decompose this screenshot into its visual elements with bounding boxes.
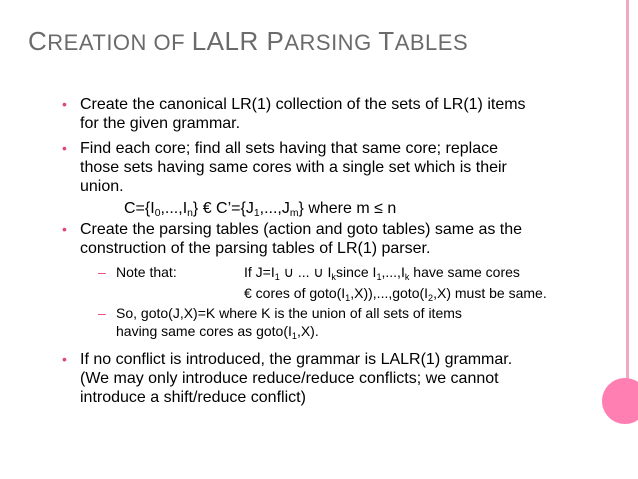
bullet-2-line-2: those sets having same cores with a single set which is their bbox=[80, 159, 507, 176]
bullet-2-line-1: Find each core; find all sets having that same core; replace bbox=[80, 140, 498, 157]
bullet-1-line-1: Create the canonical LR(1) collection of the sets of LR(1) items bbox=[80, 96, 526, 113]
sub-1-label: Note that: bbox=[116, 264, 177, 280]
accent-circle bbox=[602, 378, 638, 424]
bullet-4-line-2: (We may only introduce reduce/reduce conflicts; we cannot bbox=[80, 370, 499, 387]
dash-icon: – bbox=[98, 264, 106, 280]
bullet-icon: • bbox=[62, 140, 67, 156]
accent-line bbox=[626, 0, 629, 380]
bullet-2-line-3: union. bbox=[80, 178, 124, 195]
slide-title: CREATION OF LALR PARSING TABLES bbox=[28, 26, 469, 56]
bullet-4-line-1: If no conflict is introduced, the grammar is LALR(1) grammar. bbox=[80, 351, 513, 368]
bullet-4-line-3: introduce a shift/reduce conflict) bbox=[80, 389, 306, 406]
sub-2-line-1: So, goto(J,X)=K where K is the union of all sets of items bbox=[116, 305, 462, 321]
sub-1-line-2: € cores of $goto(I_1,X)),...,goto(I_2,X)$ must be same. bbox=[244, 285, 547, 303]
sub-1-line-1: If $J=I_1$ ∪ ... ∪ $I_ksince$ $I_1,...,I_k$ have same cores bbox=[244, 264, 520, 282]
bullet-1-line-2: for the given grammar. bbox=[80, 115, 241, 132]
bullet-3-line-2: construction of the parsing tables of LR(1) parser. bbox=[80, 240, 431, 257]
bullet-icon: • bbox=[62, 351, 67, 367]
bullet-icon: • bbox=[62, 96, 67, 112]
dash-icon: – bbox=[98, 305, 106, 321]
bullet-icon: • bbox=[62, 221, 67, 237]
sub-2-line-2: having same cores as $goto(I_1,X)$. bbox=[116, 323, 319, 341]
formula-line: $C=\{I_0,...,I_n\}$ € $C’=\{J_1,...,J_m\}$ where m ≤ n bbox=[124, 200, 397, 219]
bullet-3-line-1: Create the parsing tables (action and goto tables) same as the bbox=[80, 221, 523, 238]
